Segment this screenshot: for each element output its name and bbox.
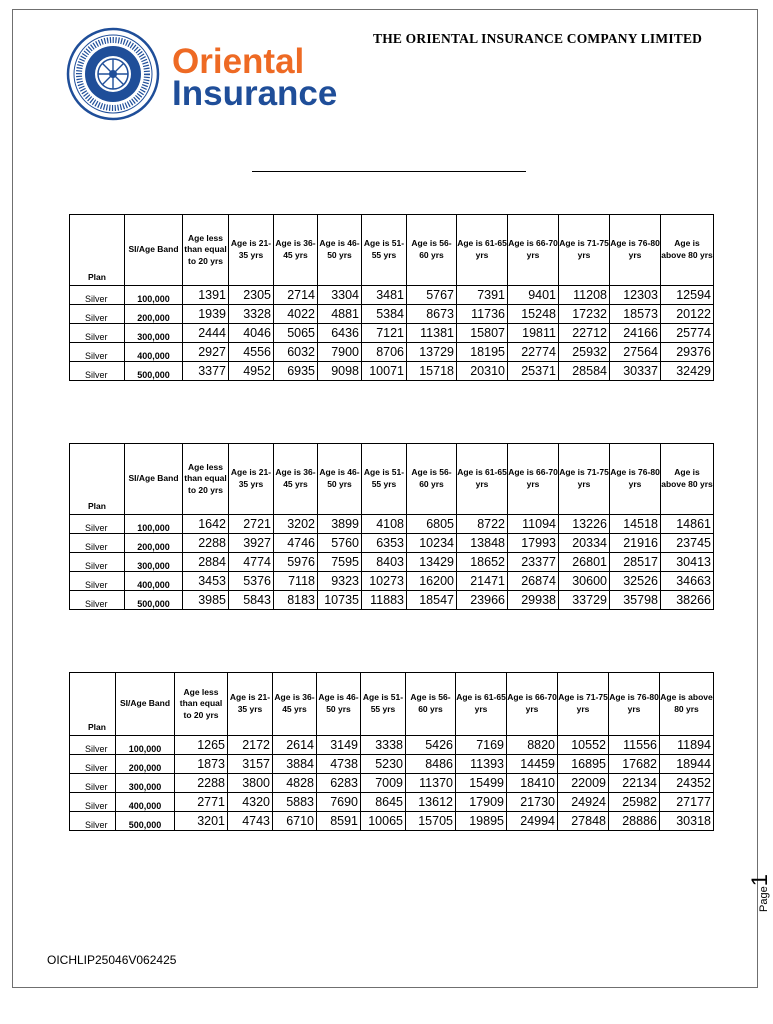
table-row [70, 286, 714, 305]
header-age-band: Age is 21-35 yrs [228, 673, 273, 736]
premium-cell: 11208 [559, 286, 610, 305]
sum-insured-cell: 100,000 [116, 736, 175, 755]
header-si-age-band: SI/Age Band [125, 215, 183, 286]
premium-cell: 2305 [229, 286, 274, 305]
premium-cell: 6436 [318, 324, 362, 343]
premium-cell: 6283 [317, 774, 361, 793]
premium-cell: 11370 [406, 774, 456, 793]
premium-cell: 22712 [559, 324, 610, 343]
premium-cell: 21916 [610, 534, 661, 553]
premium-cell: 6935 [274, 362, 318, 381]
premium-cell: 4881 [318, 305, 362, 324]
premium-cell: 29376 [661, 343, 714, 362]
premium-cell: 3149 [317, 736, 361, 755]
table-row [70, 793, 714, 812]
table-row [70, 305, 714, 324]
premium-cell: 3453 [183, 572, 229, 591]
premium-cell: 17993 [508, 534, 559, 553]
premium-cell: 1939 [183, 305, 229, 324]
header-age-band: Age is 46-50 yrs [318, 215, 362, 286]
premium-cell: 2714 [274, 286, 318, 305]
premium-cell: 2927 [183, 343, 229, 362]
premium-cell: 16200 [407, 572, 457, 591]
premium-cell: 8722 [457, 515, 508, 534]
plan-cell: Silver [70, 534, 125, 553]
premium-cell: 4774 [229, 553, 274, 572]
premium-cell: 17909 [456, 793, 507, 812]
premium-cell: 24352 [660, 774, 714, 793]
sum-insured-cell: 300,000 [116, 774, 175, 793]
table-row [70, 572, 714, 591]
premium-cell: 8706 [362, 343, 407, 362]
premium-cell: 2288 [183, 534, 229, 553]
premium-cell: 25371 [508, 362, 559, 381]
premium-cell: 33729 [559, 591, 610, 610]
header-age-band: Age is 51-55 yrs [362, 215, 407, 286]
premium-cell: 1265 [175, 736, 228, 755]
header-plan: Plan [70, 444, 125, 515]
header-age-band: Age is 66-70 yrs [507, 673, 558, 736]
premium-cell: 7900 [318, 343, 362, 362]
premium-cell: 7595 [318, 553, 362, 572]
premium-cell: 15807 [457, 324, 508, 343]
page-number-label [747, 874, 773, 912]
premium-cell: 17682 [609, 755, 660, 774]
premium-cell: 8673 [407, 305, 457, 324]
header-age-band: Age is 76-80 yrs [610, 215, 661, 286]
table-row [70, 736, 714, 755]
premium-cell: 15248 [508, 305, 559, 324]
plan-cell: Silver [70, 774, 116, 793]
header-age-band: Age is 36-45 yrs [273, 673, 317, 736]
premium-cell: 6710 [273, 812, 317, 831]
premium-cell: 20310 [457, 362, 508, 381]
header-age-band: Age is 56-60 yrs [406, 673, 456, 736]
premium-cell: 8820 [507, 736, 558, 755]
header-age-band: Age is 51-55 yrs [362, 444, 407, 515]
header-age-band: Age less than equal to 20 yrs [175, 673, 228, 736]
premium-table-3 [69, 672, 714, 831]
table-row [70, 812, 714, 831]
premium-cell: 5760 [318, 534, 362, 553]
header-si-age-band: SI/Age Band [125, 444, 183, 515]
premium-cell: 13848 [457, 534, 508, 553]
header-age-band: Age is 51-55 yrs [361, 673, 406, 736]
premium-cell: 14518 [610, 515, 661, 534]
premium-cell: 10273 [362, 572, 407, 591]
premium-cell: 2771 [175, 793, 228, 812]
premium-cell: 6353 [362, 534, 407, 553]
premium-cell: 10065 [361, 812, 406, 831]
premium-cell: 3899 [318, 515, 362, 534]
logo-word-oriental: Oriental [172, 42, 305, 81]
premium-cell: 7121 [362, 324, 407, 343]
header-age-band: Age is 61-65 yrs [457, 444, 508, 515]
premium-cell: 23377 [508, 553, 559, 572]
premium-cell: 5843 [229, 591, 274, 610]
premium-cell: 28886 [609, 812, 660, 831]
premium-cell: 27177 [660, 793, 714, 812]
header-age-band: Age is 36-45 yrs [274, 215, 318, 286]
sum-insured-cell: 500,000 [116, 812, 175, 831]
sum-insured-cell: 400,000 [125, 343, 183, 362]
premium-cell: 5976 [274, 553, 318, 572]
premium-cell: 11894 [660, 736, 714, 755]
header-age-band: Age is above 80 yrs [660, 673, 714, 736]
premium-cell: 11094 [508, 515, 559, 534]
premium-cell: 11736 [457, 305, 508, 324]
company-title: THE ORIENTAL INSURANCE COMPANY LIMITED [373, 31, 703, 46]
table-row [70, 515, 714, 534]
sum-insured-cell: 200,000 [125, 305, 183, 324]
plan-cell: Silver [70, 324, 125, 343]
premium-cell: 13729 [407, 343, 457, 362]
premium-cell: 2884 [183, 553, 229, 572]
premium-cell: 1873 [175, 755, 228, 774]
plan-cell: Silver [70, 515, 125, 534]
premium-cell: 4828 [273, 774, 317, 793]
premium-cell: 9098 [318, 362, 362, 381]
table-row [70, 591, 714, 610]
premium-cell: 5230 [361, 755, 406, 774]
premium-cell: 20122 [661, 305, 714, 324]
premium-cell: 27848 [558, 812, 609, 831]
premium-cell: 5376 [229, 572, 274, 591]
premium-cell: 13429 [407, 553, 457, 572]
header-age-band: Age is above 80 yrs [661, 215, 714, 286]
premium-cell: 9323 [318, 572, 362, 591]
header-age-band: Age is 21-35 yrs [229, 444, 274, 515]
header-si-age-band: SI/Age Band [116, 673, 175, 736]
premium-cell: 3481 [362, 286, 407, 305]
premium-cell: 11393 [456, 755, 507, 774]
premium-cell: 18652 [457, 553, 508, 572]
premium-cell: 30600 [559, 572, 610, 591]
sum-insured-cell: 500,000 [125, 591, 183, 610]
header-age-band: Age less than equal to 20 yrs [183, 215, 229, 286]
sum-insured-cell: 200,000 [125, 534, 183, 553]
premium-cell: 3884 [273, 755, 317, 774]
premium-cell: 7118 [274, 572, 318, 591]
plan-cell: Silver [70, 553, 125, 572]
premium-cell: 11381 [407, 324, 457, 343]
table-row [70, 755, 714, 774]
premium-cell: 3377 [183, 362, 229, 381]
premium-cell: 13612 [406, 793, 456, 812]
premium-cell: 5384 [362, 305, 407, 324]
premium-table-2 [69, 443, 714, 610]
premium-cell: 25774 [661, 324, 714, 343]
table-row [70, 534, 714, 553]
plan-cell: Silver [70, 343, 125, 362]
premium-cell: 15718 [407, 362, 457, 381]
header-age-band: Age is 46-50 yrs [318, 444, 362, 515]
premium-cell: 18573 [610, 305, 661, 324]
premium-cell: 3201 [175, 812, 228, 831]
plan-cell: Silver [70, 812, 116, 831]
header-age-band: Age is 66-70 yrs [508, 215, 559, 286]
header-age-band: Age is 21-35 yrs [229, 215, 274, 286]
premium-cell: 14861 [661, 515, 714, 534]
premium-cell: 20334 [559, 534, 610, 553]
header-age-band: Age is 46-50 yrs [317, 673, 361, 736]
table-row [70, 324, 714, 343]
premium-cell: 1642 [183, 515, 229, 534]
premium-cell: 4738 [317, 755, 361, 774]
premium-cell: 34663 [661, 572, 714, 591]
sum-insured-cell: 300,000 [125, 553, 183, 572]
premium-cell: 7009 [361, 774, 406, 793]
header-age-band: Age is above 80 yrs [661, 444, 714, 515]
premium-cell: 4952 [229, 362, 274, 381]
premium-cell: 18410 [507, 774, 558, 793]
premium-cell: 28517 [610, 553, 661, 572]
premium-cell: 3800 [228, 774, 273, 793]
premium-cell: 11883 [362, 591, 407, 610]
header-age-band: Age is 36-45 yrs [274, 444, 318, 515]
premium-cell: 7391 [457, 286, 508, 305]
premium-cell: 6032 [274, 343, 318, 362]
premium-cell: 21730 [507, 793, 558, 812]
premium-cell: 27564 [610, 343, 661, 362]
sum-insured-cell: 400,000 [116, 793, 175, 812]
premium-cell: 10234 [407, 534, 457, 553]
header-plan: Plan [70, 673, 116, 736]
premium-cell: 5767 [407, 286, 457, 305]
premium-cell: 7690 [317, 793, 361, 812]
premium-cell: 30413 [661, 553, 714, 572]
premium-cell: 4046 [229, 324, 274, 343]
page-word: Page [758, 886, 770, 912]
premium-cell: 6805 [407, 515, 457, 534]
premium-cell: 4556 [229, 343, 274, 362]
premium-cell: 15499 [456, 774, 507, 793]
premium-cell: 5883 [273, 793, 317, 812]
table-row [70, 774, 714, 793]
premium-cell: 3202 [274, 515, 318, 534]
premium-cell: 11556 [609, 736, 660, 755]
premium-cell: 5065 [274, 324, 318, 343]
premium-cell: 5426 [406, 736, 456, 755]
premium-cell: 7169 [456, 736, 507, 755]
plan-cell: Silver [70, 755, 116, 774]
premium-cell: 25982 [609, 793, 660, 812]
premium-cell: 10071 [362, 362, 407, 381]
premium-cell: 15705 [406, 812, 456, 831]
premium-cell: 4743 [228, 812, 273, 831]
premium-cell: 32526 [610, 572, 661, 591]
premium-cell: 23745 [661, 534, 714, 553]
header-age-band: Age is 66-70 yrs [508, 444, 559, 515]
premium-cell: 26801 [559, 553, 610, 572]
plan-cell: Silver [70, 286, 125, 305]
premium-cell: 29938 [508, 591, 559, 610]
premium-cell: 8645 [361, 793, 406, 812]
table-row [70, 343, 714, 362]
premium-cell: 4746 [274, 534, 318, 553]
header-plan: Plan [70, 215, 125, 286]
sum-insured-cell: 500,000 [125, 362, 183, 381]
premium-cell: 3985 [183, 591, 229, 610]
title-underline [252, 171, 526, 172]
premium-cell: 17232 [559, 305, 610, 324]
premium-cell: 32429 [661, 362, 714, 381]
premium-cell: 18944 [660, 755, 714, 774]
table-row [70, 362, 714, 381]
premium-cell: 3338 [361, 736, 406, 755]
premium-cell: 8591 [317, 812, 361, 831]
premium-cell: 22009 [558, 774, 609, 793]
sum-insured-cell: 300,000 [125, 324, 183, 343]
premium-cell: 24166 [610, 324, 661, 343]
table-row [70, 553, 714, 572]
premium-cell: 2444 [183, 324, 229, 343]
header-age-band: Age is 61-65 yrs [456, 673, 507, 736]
premium-cell: 28584 [559, 362, 610, 381]
premium-cell: 13226 [559, 515, 610, 534]
premium-cell: 19895 [456, 812, 507, 831]
plan-cell: Silver [70, 572, 125, 591]
premium-cell: 2172 [228, 736, 273, 755]
premium-cell: 16895 [558, 755, 609, 774]
sum-insured-cell: 200,000 [116, 755, 175, 774]
premium-cell: 38266 [661, 591, 714, 610]
premium-cell: 2721 [229, 515, 274, 534]
premium-cell: 30337 [610, 362, 661, 381]
premium-cell: 2288 [175, 774, 228, 793]
sum-insured-cell: 100,000 [125, 515, 183, 534]
premium-cell: 24924 [558, 793, 609, 812]
sum-insured-cell: 100,000 [125, 286, 183, 305]
header-age-band: Age is 76-80 yrs [609, 673, 660, 736]
premium-cell: 12303 [610, 286, 661, 305]
premium-cell: 3927 [229, 534, 274, 553]
premium-table-1 [69, 214, 714, 381]
header-age-band: Age is 56-60 yrs [407, 444, 457, 515]
premium-cell: 4320 [228, 793, 273, 812]
header-age-band: Age is 56-60 yrs [407, 215, 457, 286]
plan-cell: Silver [70, 793, 116, 812]
header-age-band: Age is 71-75 yrs [558, 673, 609, 736]
logo-word-insurance: Insurance [172, 74, 338, 113]
premium-cell: 22134 [609, 774, 660, 793]
premium-cell: 22774 [508, 343, 559, 362]
premium-cell: 25932 [559, 343, 610, 362]
plan-cell: Silver [70, 591, 125, 610]
header-age-band: Age is 61-65 yrs [457, 215, 508, 286]
plan-cell: Silver [70, 362, 125, 381]
premium-cell: 3328 [229, 305, 274, 324]
premium-cell: 18547 [407, 591, 457, 610]
company-seal-logo [66, 27, 160, 121]
premium-cell: 23966 [457, 591, 508, 610]
premium-cell: 4022 [274, 305, 318, 324]
premium-cell: 9401 [508, 286, 559, 305]
footer-document-code: OICHLIP25046V062425 [47, 953, 177, 967]
header-age-band: Age is 76-80 yrs [610, 444, 661, 515]
header-age-band: Age is 71-75 yrs [559, 215, 610, 286]
premium-cell: 3157 [228, 755, 273, 774]
plan-cell: Silver [70, 305, 125, 324]
premium-cell: 8403 [362, 553, 407, 572]
premium-cell: 3304 [318, 286, 362, 305]
premium-cell: 26874 [508, 572, 559, 591]
premium-cell: 19811 [508, 324, 559, 343]
premium-cell: 30318 [660, 812, 714, 831]
premium-cell: 4108 [362, 515, 407, 534]
premium-cell: 18195 [457, 343, 508, 362]
header-age-band: Age is 71-75 yrs [559, 444, 610, 515]
premium-cell: 35798 [610, 591, 661, 610]
premium-cell: 8486 [406, 755, 456, 774]
premium-cell: 24994 [507, 812, 558, 831]
premium-cell: 1391 [183, 286, 229, 305]
premium-cell: 10552 [558, 736, 609, 755]
premium-cell: 2614 [273, 736, 317, 755]
plan-cell: Silver [70, 736, 116, 755]
page-number: 1 [747, 874, 772, 887]
premium-cell: 14459 [507, 755, 558, 774]
premium-cell: 10735 [318, 591, 362, 610]
header-age-band: Age less than equal to 20 yrs [183, 444, 229, 515]
premium-cell: 21471 [457, 572, 508, 591]
premium-cell: 8183 [274, 591, 318, 610]
sum-insured-cell: 400,000 [125, 572, 183, 591]
premium-cell: 12594 [661, 286, 714, 305]
